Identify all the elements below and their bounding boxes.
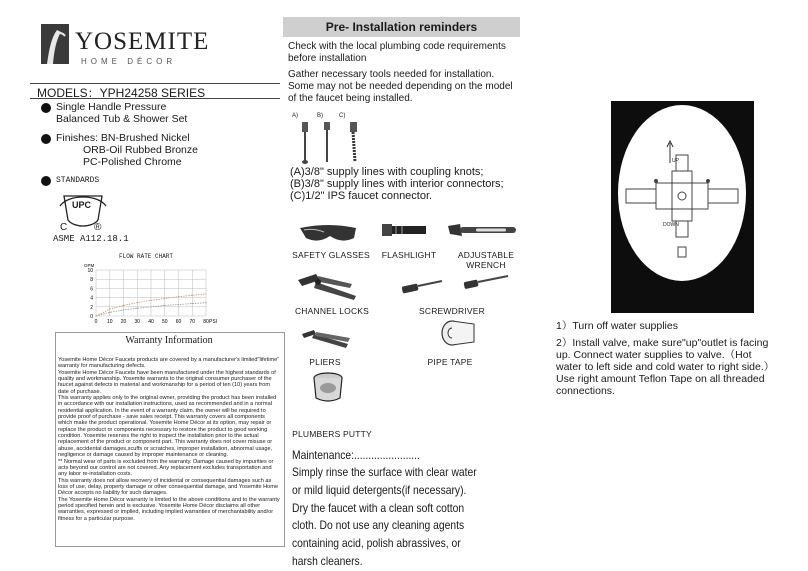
- x-tick-label: 40: [148, 319, 154, 325]
- warranty-paragraph: Yosemite Home Décor Faucets have been manufactured under the highest standards of quality and workmanship. Yosemite warrants to the original consumer purchaser of the faucet against defects in material and workmanship for a period of ten (10) years from date of purchase.: [58, 369, 276, 395]
- pipe-label-c: C): [339, 113, 346, 119]
- bullet-icon: [41, 103, 51, 113]
- pliers-icon: [300, 328, 352, 350]
- label-screwdriver: SCREWDRIVER: [419, 306, 485, 316]
- x-tick-label: 10: [106, 319, 113, 325]
- warranty-paragraph: This warranty does not allow recovery of incidental or consequential damages such as loss of use, delay, property damage or other consequential damage, and Yosemite Home Décor accepts no liability for such damages.: [58, 477, 279, 497]
- data-point: [150, 300, 151, 301]
- step-2: 2）Install valve, make sure"up"outlet is facing up. Connect water supplies to valve.（Hot water to left side and cold water to right side.）Use right amount Teflon Tape on all threaded connections.: [556, 337, 775, 397]
- finishes-label: Finishes: BN-Brushed Nickel: [56, 132, 190, 144]
- upc-certification-mark: [58, 190, 118, 236]
- x-tick-label: 0: [94, 319, 98, 325]
- label-channel-locks: CHANNEL LOCKS: [294, 306, 370, 316]
- adjustable-wrench-icon: [446, 222, 518, 238]
- supply-line-illustration: [288, 113, 368, 168]
- data-point: [95, 315, 96, 316]
- x-tick-label: 20: [120, 319, 127, 325]
- data-point: [205, 302, 206, 303]
- bullet-icon: [41, 176, 51, 186]
- maintenance-label: Maintenance:.......................: [292, 448, 420, 462]
- y-tick-label: 0: [90, 314, 93, 320]
- warranty-paragraph: This warranty applies only to the original owner, providing the product has been installed in accordance with our installation instructions, used as recommended and in a normal residential application. In the event of a warranty claim, the owner will be required to provide proof of purchase - save sales receipt. This warranty covers all components which make the product operational. Yosemite Home Décor at its option, may repair or replace the product or components necessary to restore the product to good working condition. Yosemite reserves the right to inspect the installation prior to the actual replacement of the product or component part. This warranty does not cover misuse or abuse, accidental damages,scuffs or scratches, improper installation, abnormal usage, negligence or damage caused by improper maintenance or cleaning.: [58, 395, 277, 459]
- supply-c: (C)1/2" IPS faucet connector.: [290, 190, 433, 202]
- channel-locks-icon: [296, 272, 360, 302]
- data-point: [137, 308, 138, 309]
- y-tick-label: 10: [87, 268, 93, 274]
- warranty-paragraph: The Yosemite Home Décor warranty is limited to the above conditions and to the warranty period specified herein and is exclusive. Yosemite Home Décor disclaims all other warranties, expressed or implied, including implied warranties of merchantability and/or fitness for a particular purpose.: [58, 496, 280, 522]
- bullet-icon: [41, 134, 51, 144]
- finish-orb: ORB-Oil Rubbed Bronze: [83, 144, 198, 156]
- brand-tagline: HOME DÉCOR: [81, 57, 177, 66]
- y-tick-label: 2: [90, 304, 93, 311]
- data-point: [164, 305, 165, 306]
- standards-label: STANDARDS: [56, 176, 100, 185]
- finish-pc: PC-Polished Chrome: [83, 156, 182, 168]
- data-point: [109, 309, 110, 310]
- divider: [30, 98, 280, 99]
- supply-b: (B)3/8" supply lines with interior connectors;: [290, 178, 504, 190]
- section-header: Pre- Installation reminders: [283, 17, 520, 37]
- label-pliers: PLIERS: [309, 357, 341, 367]
- upc-c: C: [60, 222, 68, 233]
- x-axis-label: PSI: [209, 319, 218, 325]
- data-point: [109, 312, 110, 313]
- x-tick-label: 60: [175, 319, 182, 325]
- upc-text: UPC: [72, 200, 92, 210]
- data-point: [192, 303, 193, 304]
- supply-a: (A)3/8" supply lines with coupling knots;: [290, 166, 484, 178]
- y-tick-label: 6: [90, 286, 93, 293]
- data-point: [123, 305, 124, 306]
- data-point: [164, 298, 165, 299]
- valve-up-label: UP: [672, 158, 679, 164]
- pipe-label-a: A): [292, 113, 298, 119]
- x-tick-label: 70: [189, 319, 196, 325]
- label-safety-glasses: SAFETY GLASSES: [292, 250, 370, 260]
- reminder-code: Check with the local plumbing code requirements before installation: [288, 41, 506, 64]
- data-point: [150, 306, 151, 307]
- pipe-label-b: B): [317, 113, 323, 119]
- models-label: MODELS：YPH24258 SERIES: [37, 86, 206, 100]
- safety-glasses-icon: [298, 222, 360, 246]
- reminder-tools: Gather necessary tools needed for installation. Some may not be needed depending on the model of the faucet being installed.: [288, 69, 513, 104]
- flashlight-icon: [382, 222, 428, 238]
- y-axis-label: GPM: [84, 263, 95, 268]
- sweat-label: SWEAT: [666, 268, 699, 278]
- data-point: [137, 302, 138, 303]
- logo-tree-icon: [41, 24, 69, 64]
- data-point: [192, 295, 193, 296]
- label-plumbers-putty: PLUMBERS PUTTY: [292, 429, 372, 439]
- x-tick-label: 80: [203, 319, 209, 325]
- model-desc-1: Single Handle Pressure: [56, 101, 167, 113]
- data-point: [178, 296, 179, 297]
- warranty-title: Warranty Information: [125, 335, 213, 346]
- data-point: [178, 304, 179, 305]
- x-tick-label: 30: [134, 319, 141, 325]
- x-tick-label: 50: [161, 319, 168, 325]
- plumbers-putty-icon: [312, 372, 344, 404]
- flow-chart-title: FLOW RATE CHART: [119, 253, 174, 260]
- data-point: [123, 309, 124, 310]
- label-pipe-tape: PIPE TAPE: [427, 357, 473, 367]
- upc-registered: ®: [94, 222, 102, 233]
- model-desc-2: Balanced Tub & Shower Set: [56, 113, 188, 125]
- warranty-paragraph: ** Normal wear of parts is excluded from the warranty. Damage caused by impurities or acts beyond our control are not covered. Any replacement excludes transportation and any labor re-installation costs.: [58, 458, 274, 478]
- brand-logo: [41, 24, 211, 70]
- label-flashlight: FLASHLIGHT: [381, 250, 437, 260]
- screwdriver-icon: [400, 273, 512, 295]
- step-1: 1）Turn off water supplies: [556, 320, 678, 332]
- warranty-paragraph: Yosemite Home Décor Faucets products are covered by a manufacturer's limited"lifetime" warranty for manufacturing defects.: [58, 357, 280, 370]
- warranty-text: [58, 357, 280, 522]
- brand-name: YOSEMITE: [75, 28, 210, 55]
- label-adjustable-wrench: ADJUSTABLE WRENCH: [457, 250, 515, 270]
- supply-lines-icon: [288, 118, 368, 168]
- data-point: [205, 293, 206, 294]
- maintenance-text: Simply rinse the surface with clear water or mild liquid detergents(if necessary). Dry the faucet with a clean soft cotton cloth. Do not use any cleaning agents containing acid, polish abrassives, or harsh cleaners.: [292, 465, 477, 568]
- pipe-tape-icon: [440, 320, 478, 346]
- valve-down-label: DOWN: [663, 222, 679, 228]
- y-tick-label: 4: [90, 295, 93, 302]
- y-tick-label: 8: [90, 277, 93, 284]
- asme-standard: ASME A112.18.1: [53, 234, 129, 244]
- valve-body-icon: [618, 105, 746, 281]
- flow-rate-chart: [80, 260, 220, 326]
